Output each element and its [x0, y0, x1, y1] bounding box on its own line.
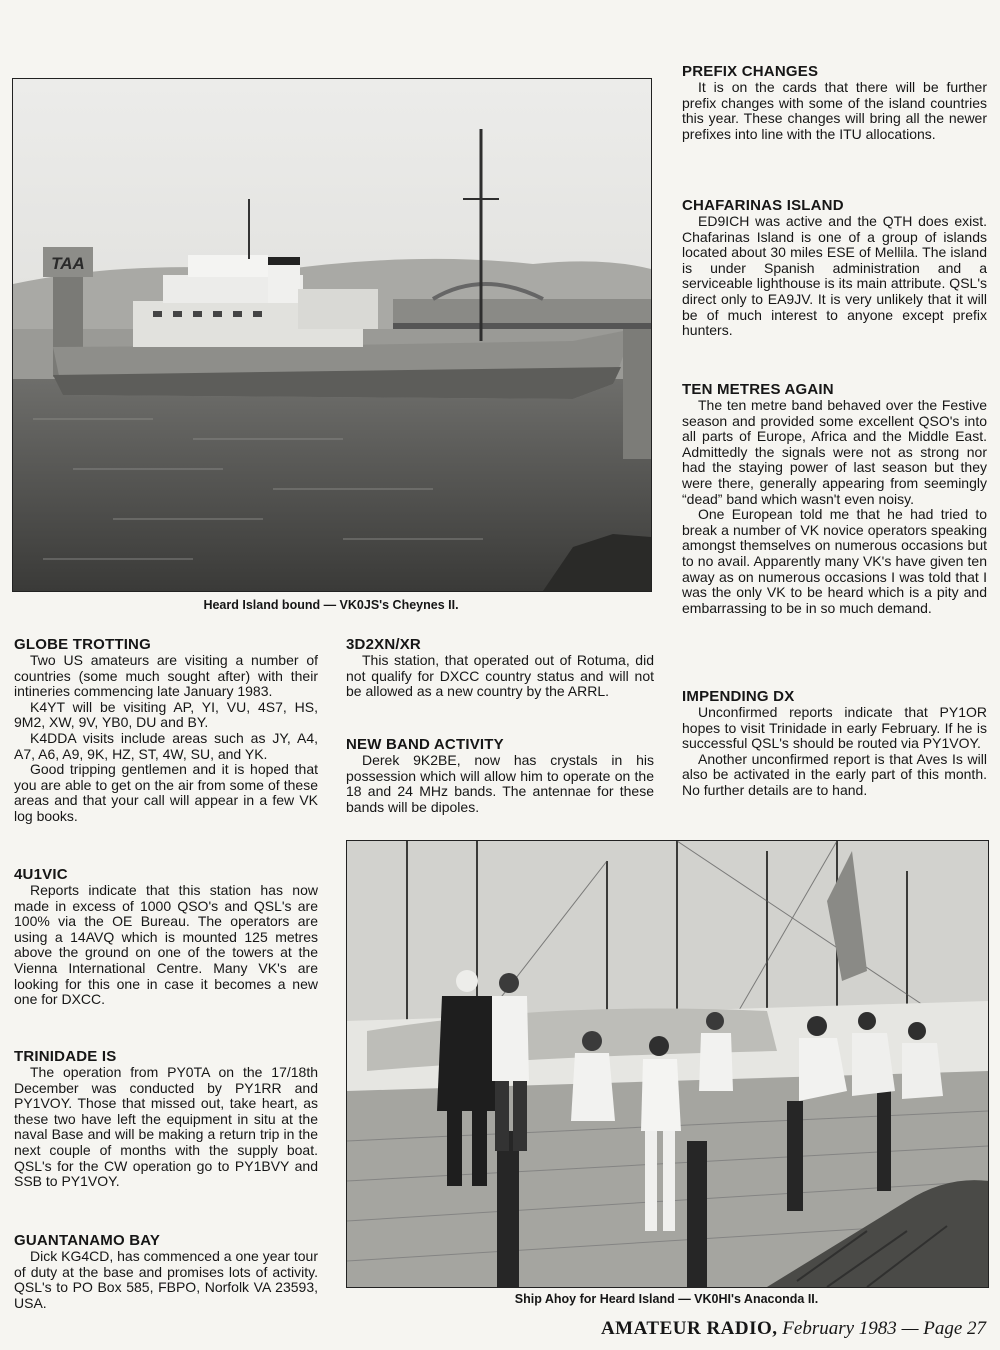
article-new-band-activity [346, 736, 654, 815]
article-heading: GLOBE TROTTING [14, 636, 151, 653]
article-paragraph: K4YT will be visiting AP, YI, VU, 4S7, HS, 9M2, XW, 9V, YB0, DU and BY. [14, 698, 318, 731]
page-footer [601, 1318, 986, 1340]
article-paragraph: This station, that operated out of Rotuma, did not qualify for DXCC country status and will not be allowed as a new country by the ARRL. [346, 652, 654, 700]
article-paragraph: Unconfirmed reports indicate that PY1OR hopes to visit Trinidade in early February. If he is successful QSL's should be routed via PY1VOY. [682, 704, 987, 752]
article-heading: NEW BAND ACTIVITY [346, 736, 504, 753]
article-heading: 4U1VIC [14, 866, 68, 883]
article-heading: GUANTANAMO BAY [14, 1232, 161, 1249]
issue-date: February 1983 [782, 1318, 897, 1339]
yacht-photo-caption: Ship Ahoy for Heard Island — VK0HI's Anaconda II. [514, 1292, 819, 1306]
article-4u1vic [14, 866, 318, 1008]
article-paragraph: Another unconfirmed report is that Aves Is will also be activated in the early part of this month. No further details are to hand. [682, 750, 987, 798]
article-paragraph: Derek 9K2BE, now has crystals in his possession which will allow him to operate on the 18 and 24 MHz bands. The antennae for these bands will be dipoles. [346, 752, 654, 815]
article-paragraph: The operation from PY0TA on the 17/18th December was conducted by PY1RR and PY1VOY. Those that missed out, take heart, as these two have left the equipment in situ at the naval Base and will be making a return trip in the next couple of months with the supply boat. QSL's for the CW operation go to PY1BVY and SSB to PY1VOY. [14, 1064, 318, 1190]
article-guantanamo-bay [14, 1232, 318, 1311]
article-heading: PREFIX CHANGES [682, 63, 819, 80]
article-prefix-changes [682, 63, 987, 142]
article-heading: CHAFARINAS ISLAND [682, 197, 844, 214]
article-paragraph: ED9ICH was active and the QTH does exist. Chafarinas Island is one of a group of islands located about 30 miles ESE of Mellila. The island is under Spanish administration and a serviceable lighthouse is its main attribute. QSL's direct only to EA9JV. It is very unlikely that it will be of much interest to anyone except prefix hunters. [682, 213, 987, 339]
article-paragraph: Two US amateurs are visiting a number of countries (some much sought after) with their intineries commencing late January 1983. [14, 652, 318, 700]
article-globe-trotting [14, 636, 318, 825]
article-3d2xn-xr [346, 636, 654, 700]
ship-photo [12, 78, 652, 592]
article-heading: IMPENDING DX [682, 688, 795, 705]
yacht-photo [346, 840, 989, 1288]
article-paragraph: Good tripping gentlemen and it is hoped that you are able to get on the air from some of these areas and that your call will appear in a few VK log books. [14, 761, 318, 824]
article-heading: 3D2XN/XR [346, 636, 421, 653]
article-heading: TRINIDADE IS [14, 1048, 117, 1065]
article-paragraph: The ten metre band behaved over the Festive season and provided some excellent QSO's into all parts of Europe, Africa and the Middle East. Admittedly the signals were not as strong nor had the staying power of last season but they were there, generally appearing from seemingly “dead” band which wasn't even noisy. [682, 397, 987, 507]
article-chafarinas-island [682, 197, 987, 339]
ship-photo-caption: Heard Island bound — VK0JS's Cheynes II. [203, 598, 459, 612]
magazine-title: AMATEUR RADIO, [600, 1318, 778, 1339]
article-paragraph: One European told me that he had tried to break a number of VK novice operators speaking amongst themselves on numerous occasions but to no avail. Apparently many VK's have given ten away as on numerous occasions I was told that I was the only VK to be heard which is a pity and embarrassing to be in so much demand. [682, 506, 987, 616]
article-impending-dx [682, 688, 987, 799]
article-paragraph: Reports indicate that this station has now made in excess of 1000 QSO's and QSL's are 100% via the OE Bureau. The operators are using a 14AVQ which is mounted 125 metres above the ground on one of the towers at the Vienna International Centre. Many VK's are looking for this one in case it becomes a new one for DXCC. [14, 882, 318, 1008]
article-ten-metres-again [682, 381, 987, 616]
article-paragraph: It is on the cards that there will be further prefix changes with some of the island countries this year. These changes will bring all the newer prefixes into line with the ITU allocations. [682, 79, 987, 142]
article-heading: TEN METRES AGAIN [682, 381, 834, 398]
article-paragraph: K4DDA visits include areas such as JY, A4, A7, A6, A9, 9K, HZ, ST, 4W, SU, and YK. [14, 729, 318, 762]
svg-text:TAA: TAA [51, 254, 85, 273]
article-paragraph: Dick KG4CD, has commenced a one year tour of duty at the base and promises lots of activity. QSL's to PO Box 585, FBPO, Norfolk VA 23593, USA. [14, 1248, 318, 1311]
page-number: — Page 27 [901, 1318, 986, 1339]
article-trinidade-is [14, 1048, 318, 1190]
